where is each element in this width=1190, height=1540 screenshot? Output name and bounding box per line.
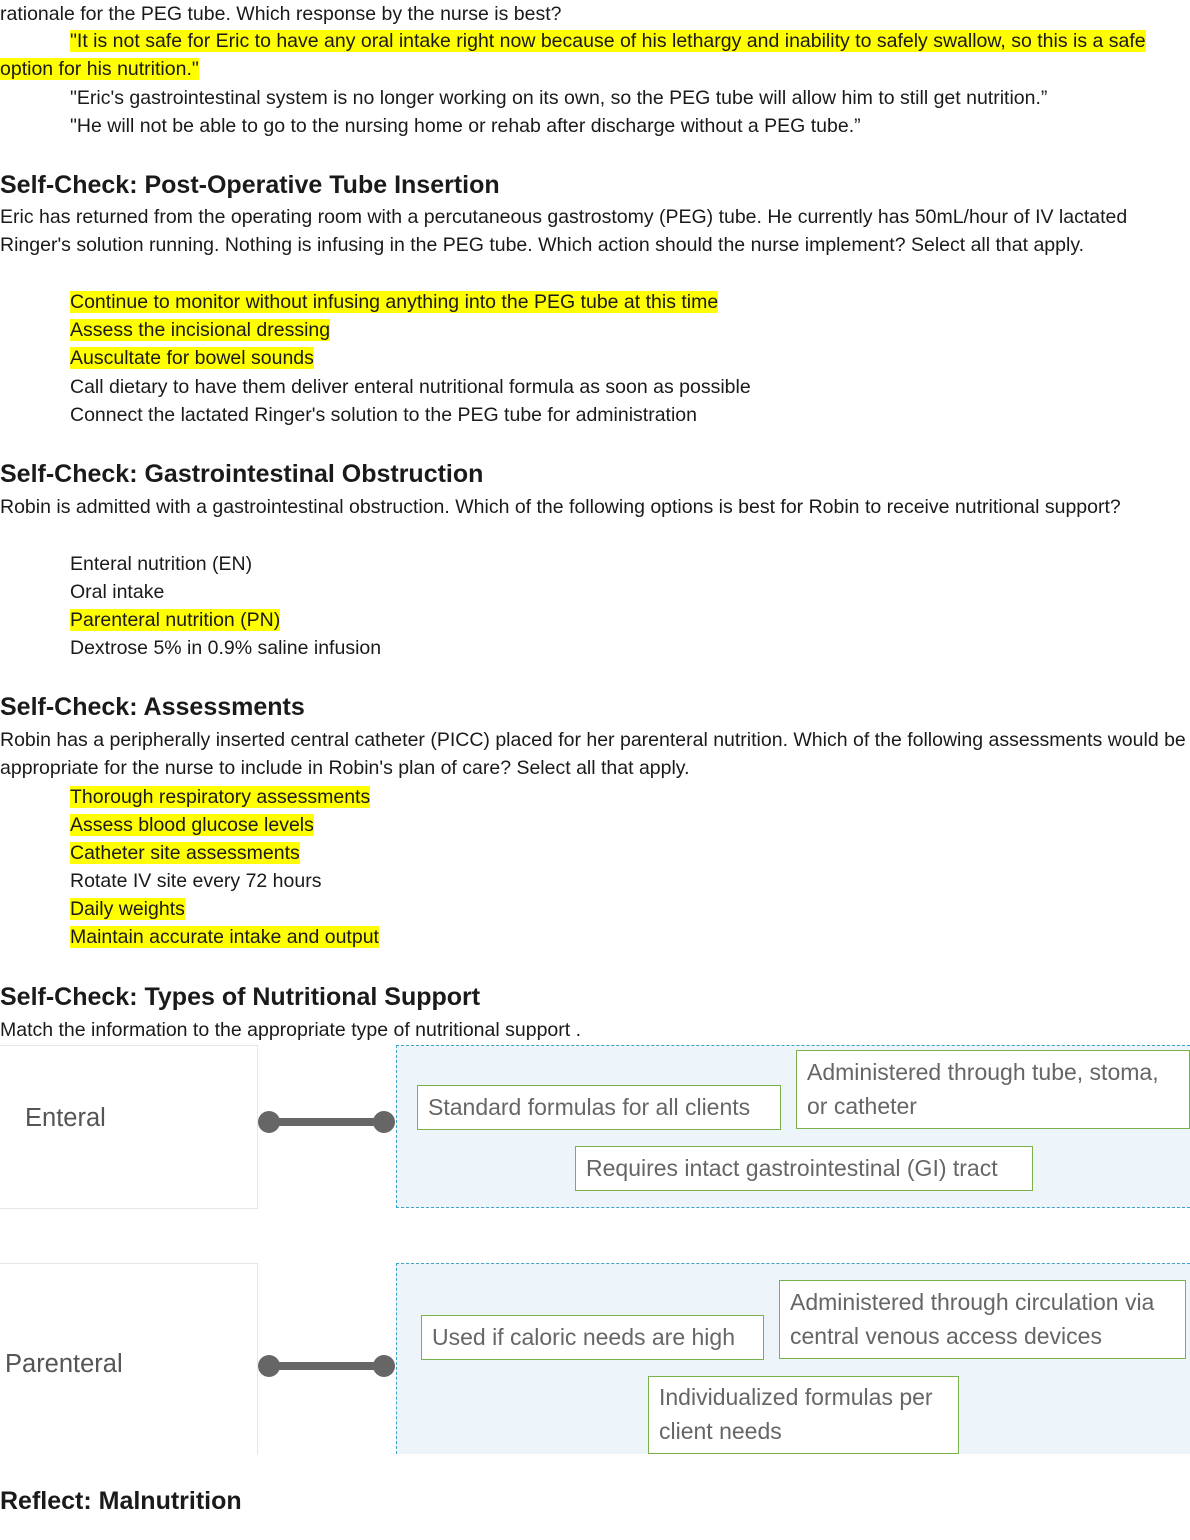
category-label-parenteral: Parenteral (5, 1350, 123, 1378)
answer-option: Connect the lactated Ringer's solution to the PEG tube for administration (70, 404, 697, 426)
connector-end-dot[interactable] (373, 1111, 395, 1133)
category-label-enteral: Enteral (25, 1104, 106, 1132)
question-stem: Match the information to the appropriate type of nutritional support . (0, 1019, 582, 1041)
match-card[interactable]: Used if caloric needs are high (421, 1315, 764, 1360)
answer-option-correct: Catheter site assessments (70, 842, 300, 864)
match-card-line: central venous access devices (790, 1323, 1102, 1349)
answer-option: Enteral nutrition (EN) (70, 553, 253, 575)
match-card[interactable] (796, 1050, 1190, 1129)
connector-end-dot[interactable] (373, 1355, 395, 1377)
answer-option-correct: Auscultate for bowel sounds (70, 347, 314, 369)
section-heading: Self-Check: Gastrointestinal Obstruction (0, 460, 484, 488)
answer-option-correct: Maintain accurate intake and output (70, 926, 379, 948)
question-stem: Eric has returned from the operating room with a percutaneous gastrostomy (PEG) tube. He currently has 50mL/hour of IV lactated Ringer's solution running. Nothing is infusing in the PEG tube. Which action should the nurse implement? Select all that apply. (0, 206, 1128, 257)
section-heading: Self-Check: Assessments (0, 693, 305, 721)
answer-option-correct: Daily weights (70, 898, 185, 920)
match-card-line: Administered through circulation via (790, 1289, 1155, 1315)
answer-option-correct: Continue to monitor without infusing anything into the PEG tube at this time (70, 291, 719, 313)
connector-line (268, 1362, 382, 1370)
section-heading: Self-Check: Post-Operative Tube Insertion (0, 171, 500, 199)
match-card[interactable]: Requires intact gastrointestinal (GI) tract (575, 1146, 1033, 1191)
answer-option: "He will not be able to go to the nursing home or rehab after discharge without a PEG tube.” (70, 115, 861, 137)
match-card-line: or catheter (807, 1093, 917, 1119)
answer-option-correct: Assess the incisional dressing (70, 319, 331, 341)
match-card-line: Administered through tube, stoma, (807, 1059, 1159, 1085)
answer-option: Call dietary to have them deliver enteral nutritional formula as soon as possible (70, 376, 751, 398)
answer-option-correct: Parenteral nutrition (PN) (70, 609, 281, 631)
section-heading: Reflect: Malnutrition (0, 1487, 242, 1515)
match-card-line: client needs (659, 1418, 782, 1444)
match-card[interactable] (648, 1376, 959, 1454)
match-card-line: Individualized formulas per (659, 1384, 933, 1410)
connector-line (268, 1118, 382, 1126)
question-stem: Robin is admitted with a gastrointestinal obstruction. Which of the following options is best for Robin to receive nutritional support? (0, 496, 1121, 518)
answer-option-correct: Assess blood glucose levels (70, 814, 314, 836)
answer-option: Dextrose 5% in 0.9% saline infusion (70, 637, 382, 659)
answer-option-correct: Thorough respiratory assessments (70, 786, 371, 808)
answer-option: Rotate IV site every 72 hours (70, 870, 322, 892)
question-stem-tail: rationale for the PEG tube. Which response by the nurse is best? (0, 3, 562, 25)
answer-option: Oral intake (70, 581, 165, 603)
question-stem: Robin has a peripherally inserted central catheter (PICC) placed for her parenteral nutrition. Which of the following assessments would be appropriate for the nurse to include in Robin's plan of care? Select all that apply. (0, 729, 1186, 780)
match-card[interactable] (779, 1280, 1186, 1359)
answer-option-correct: "It is not safe for Eric to have any oral intake right now because of his lethargy and inability to safely swallow, so this is a safe option for his nutrition." (0, 30, 1146, 81)
section-heading: Self-Check: Types of Nutritional Support (0, 983, 481, 1011)
answer-option: "Eric's gastrointestinal system is no longer working on its own, so the PEG tube will allow him to still get nutrition.” (70, 87, 1048, 109)
match-card[interactable]: Standard formulas for all clients (417, 1085, 781, 1130)
